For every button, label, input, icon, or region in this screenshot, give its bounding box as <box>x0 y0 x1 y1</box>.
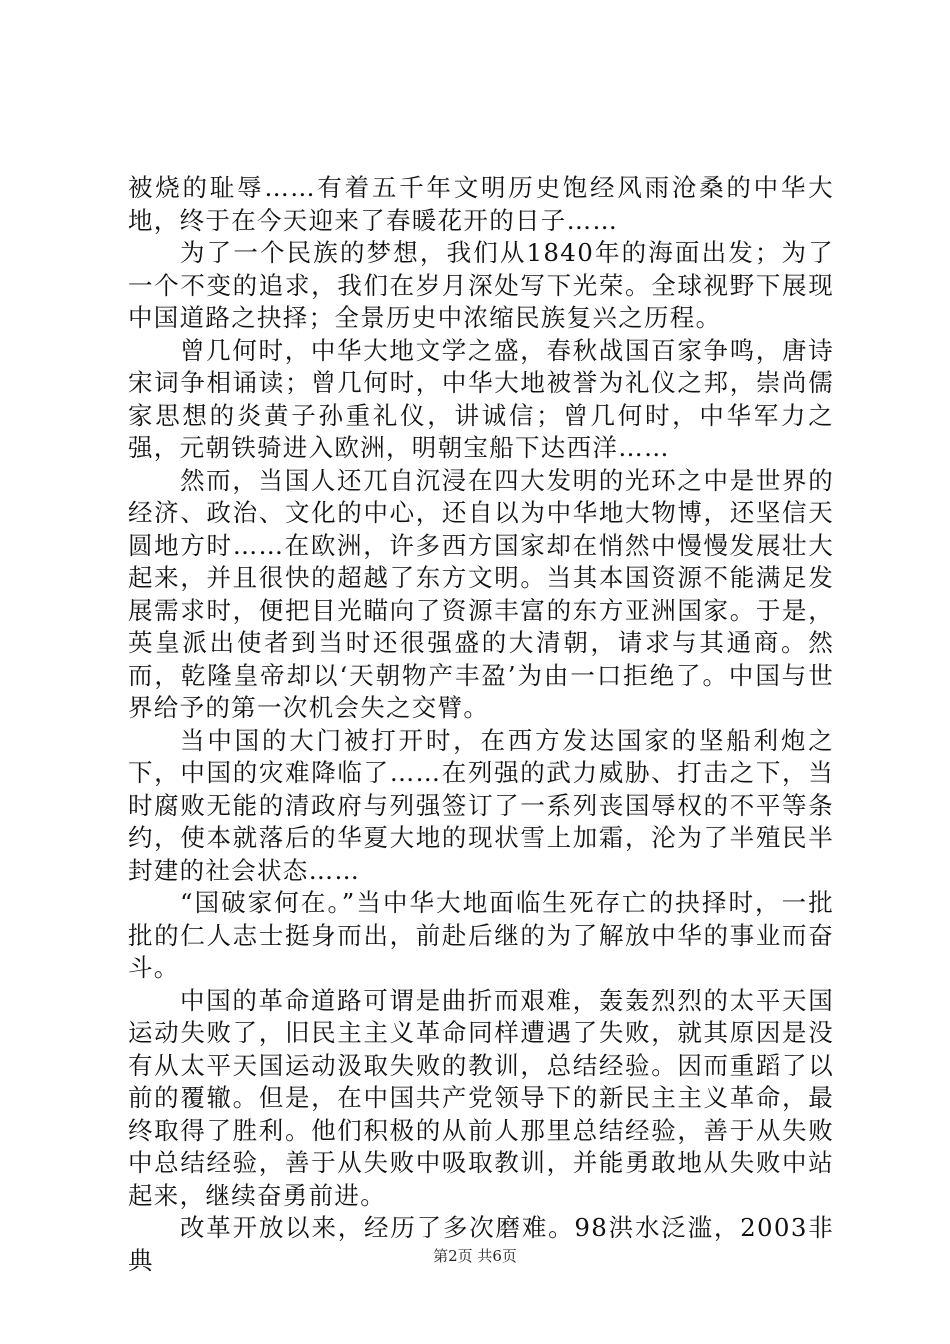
paragraph: 为了一个民族的梦想，我们从1840年的海面出发；为了一个不变的追求，我们在岁月深处写下光荣。全球视野下展现中国道路之抉择；全景历史中浓缩民族复兴之历程。 <box>128 238 834 332</box>
document-body <box>128 172 834 1277</box>
paragraph: 曾几何时，中华大地文学之盛，春秋战国百家争鸣，唐诗宋词争相诵读；曾几何时，中华大地被誉为礼仪之邦，崇尚儒家思想的炎黄子孙重礼仪，讲诚信；曾几何时，中华军力之强，元朝铁骑进入欧洲，明朝宝船下达西洋…… <box>128 335 834 462</box>
page-number-footer: 第2页 共6页 <box>433 1247 517 1265</box>
paragraph: 然而，当国人还兀自沉浸在四大发明的光环之中是世界的经济、政治、文化的中心，还自以为中华地大物博，还坚信天圆地方时……在欧洲，许多西方国家却在悄然中慢慢发展壮大起来，并且很快的超越了东方文明。当其本国资源不能满足发展需求时，便把目光瞄向了资源丰富的东方亚洲国家。于是，英皇派出使者到当时还很强盛的大清朝，请求与其通商。然而，乾隆皇帝却以‘天朝物产丰盈’为由一口拒绝了。中国与世界给予的第一次机会失之交臂。 <box>128 465 834 722</box>
paragraph: 改革开放以来，经历了多次磨难。98洪水泛滥，2003非典 <box>128 1213 834 1275</box>
paragraph-continuation: 被烧的耻辱……有着五千年文明历史饱经风雨沧桑的中华大地，终于在今天迎来了春暖花开的日子…… <box>128 173 834 235</box>
paragraph: 中国的革命道路可谓是曲折而艰难，轰轰烈烈的太平天国运动失败了，旧民主主义革命同样遭遇了失败，就其原因是没有从太平天国运动汲取失败的教训，总结经验。因而重蹈了以前的覆辙。但是，在中国共产党领导下的新民主主义革命，最终取得了胜利。他们积极的从前人那里总结经验，善于从失败中总结经验，善于从失败中吸取教训，并能勇敢地从失败中站起来，继续奋勇前进。 <box>128 985 834 1210</box>
paragraph: “国破家何在。”当中华大地面临生死存亡的抉择时，一批批的仁人志士挺身而出，前赴后继的为了解放中华的事业而奋斗。 <box>128 888 834 982</box>
paragraph: 当中国的大门被打开时，在西方发达国家的坚船利炮之下，中国的灾难降临了……在列强的武力威胁、打击之下，当时腐败无能的清政府与列强签订了一系列丧国辱权的不平等条约，使本就落后的华夏大地的现状雪上加霜，沦为了半殖民半封建的社会状态…… <box>128 725 834 885</box>
